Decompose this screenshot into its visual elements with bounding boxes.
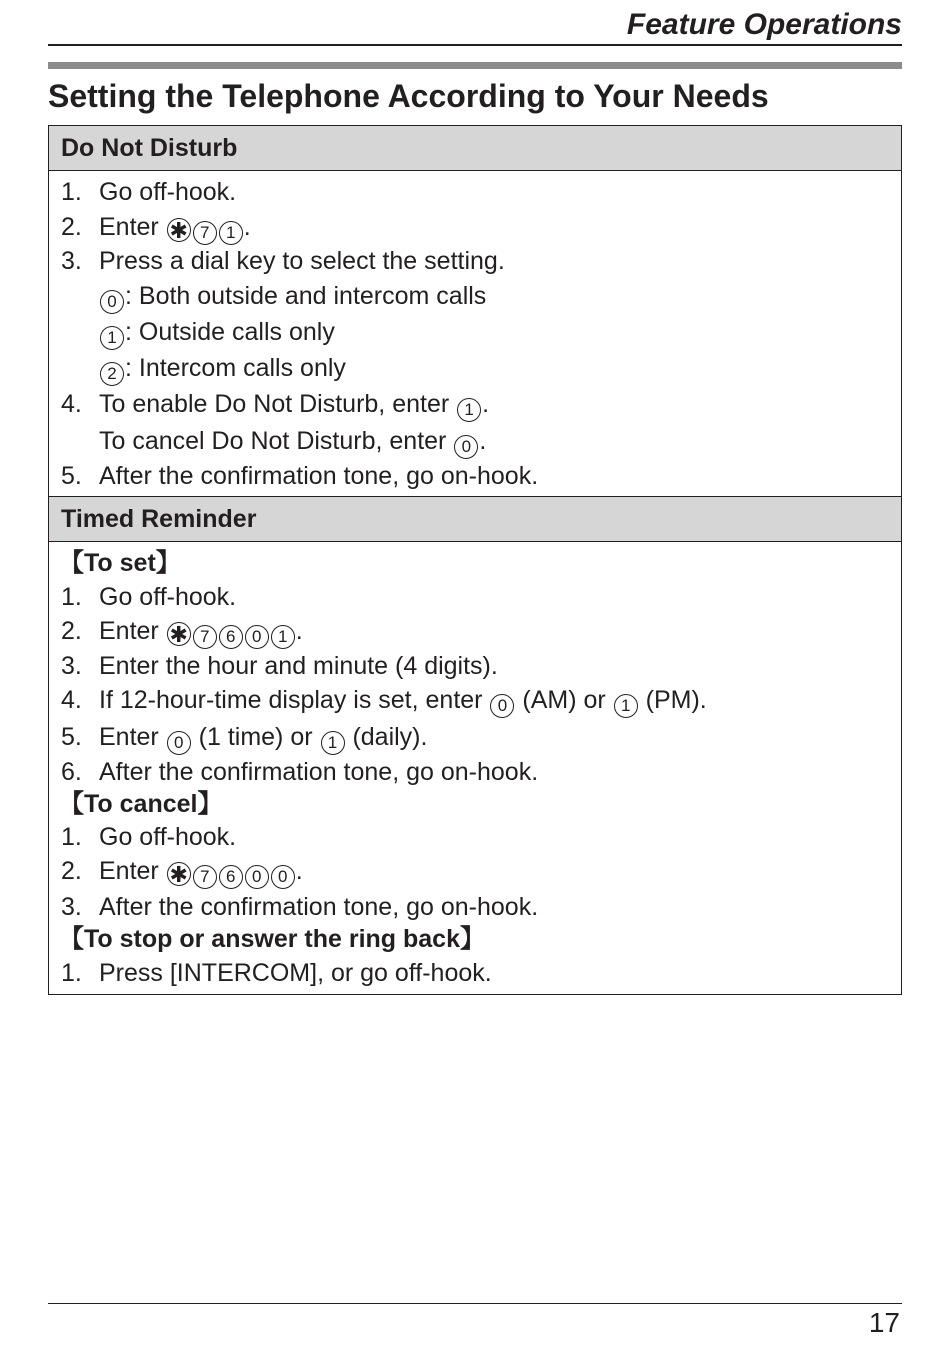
key-7-icon: 7 xyxy=(193,221,217,245)
to-cancel-subheading: 【To cancel】 xyxy=(59,790,223,818)
star-key-icon: ✱ xyxy=(167,862,191,886)
dnd-option-0: 0 : Both outside and intercom calls xyxy=(99,279,486,314)
key-1-icon: 1 xyxy=(321,731,345,755)
dnd-step-3: 3. Press a dial key to select the setting. xyxy=(61,247,505,275)
set-step-6: 6. After the confirmation tone, go on-hook. xyxy=(61,758,539,786)
set-step-5: 5. Enter 0 (1 time) or 1 (daily). xyxy=(61,720,427,755)
key-0-icon: 0 xyxy=(245,625,269,649)
star-key-icon: ✱ xyxy=(167,218,191,242)
key-7-icon: 7 xyxy=(193,625,217,649)
page-header xyxy=(48,6,902,46)
dnd-option-2: 2 : Intercom calls only xyxy=(99,351,346,386)
dnd-heading: Do Not Disturb xyxy=(49,126,901,171)
key-1-icon: 1 xyxy=(219,221,243,245)
timed-heading: Timed Reminder xyxy=(49,496,901,542)
key-0-icon: 0 xyxy=(271,865,295,889)
to-stop-subheading: 【To stop or answer the ring back】 xyxy=(59,925,485,953)
header-rule xyxy=(48,62,902,69)
star-key-icon: ✱ xyxy=(167,622,191,646)
page-title: Setting the Telephone According to Your Needs xyxy=(48,78,769,114)
feature-table xyxy=(48,125,902,995)
to-set-subheading: 【To set】 xyxy=(59,549,181,577)
key-1-icon: 1 xyxy=(100,326,124,350)
key-1-icon: 1 xyxy=(614,694,638,718)
set-step-4: 4. If 12-hour-time display is set, enter 0 (AM) or 1 (PM). xyxy=(61,683,707,718)
dnd-step-5: 5. After the confirmation tone, go on-hook. xyxy=(61,462,539,490)
key-2-icon: 2 xyxy=(100,362,124,386)
key-0-icon: 0 xyxy=(454,435,478,459)
key-7-icon: 7 xyxy=(193,865,217,889)
key-0-icon: 0 xyxy=(490,694,514,718)
key-6-icon: 6 xyxy=(219,865,243,889)
key-1-icon: 1 xyxy=(271,625,295,649)
cancel-step-1: 1. Go off-hook. xyxy=(61,823,237,851)
cancel-step-2: 2. Enter ✱ 7 6 0 0 . xyxy=(61,857,303,887)
dnd-step-2: 2. Enter ✱ 7 1 . xyxy=(61,213,251,243)
dnd-step-4-cancel: To cancel Do Not Disturb, enter 0 . xyxy=(99,424,486,459)
dnd-step-4: 4. To enable Do Not Disturb, enter 1 . xyxy=(61,387,489,422)
key-0-icon: 0 xyxy=(167,731,191,755)
key-0-icon: 0 xyxy=(245,865,269,889)
set-step-1: 1. Go off-hook. xyxy=(61,583,237,611)
key-0-icon: 0 xyxy=(100,290,124,314)
key-1-icon: 1 xyxy=(457,398,481,422)
dnd-option-1: 1 : Outside calls only xyxy=(99,315,335,350)
cancel-step-3: 3. After the confirmation tone, go on-hook. xyxy=(61,893,539,921)
dnd-step-1: 1. Go off-hook. xyxy=(61,178,237,206)
key-6-icon: 6 xyxy=(219,625,243,649)
stop-step-1: 1. Press [INTERCOM], or go off-hook. xyxy=(61,959,492,987)
page-number: 17 xyxy=(868,1307,900,1338)
set-step-2: 2. Enter ✱ 7 6 0 1 . xyxy=(61,617,303,647)
set-step-3: 3. Enter the hour and minute (4 digits). xyxy=(61,652,498,680)
footer-rule xyxy=(48,1303,902,1304)
section-label: Feature Operations xyxy=(626,8,902,41)
